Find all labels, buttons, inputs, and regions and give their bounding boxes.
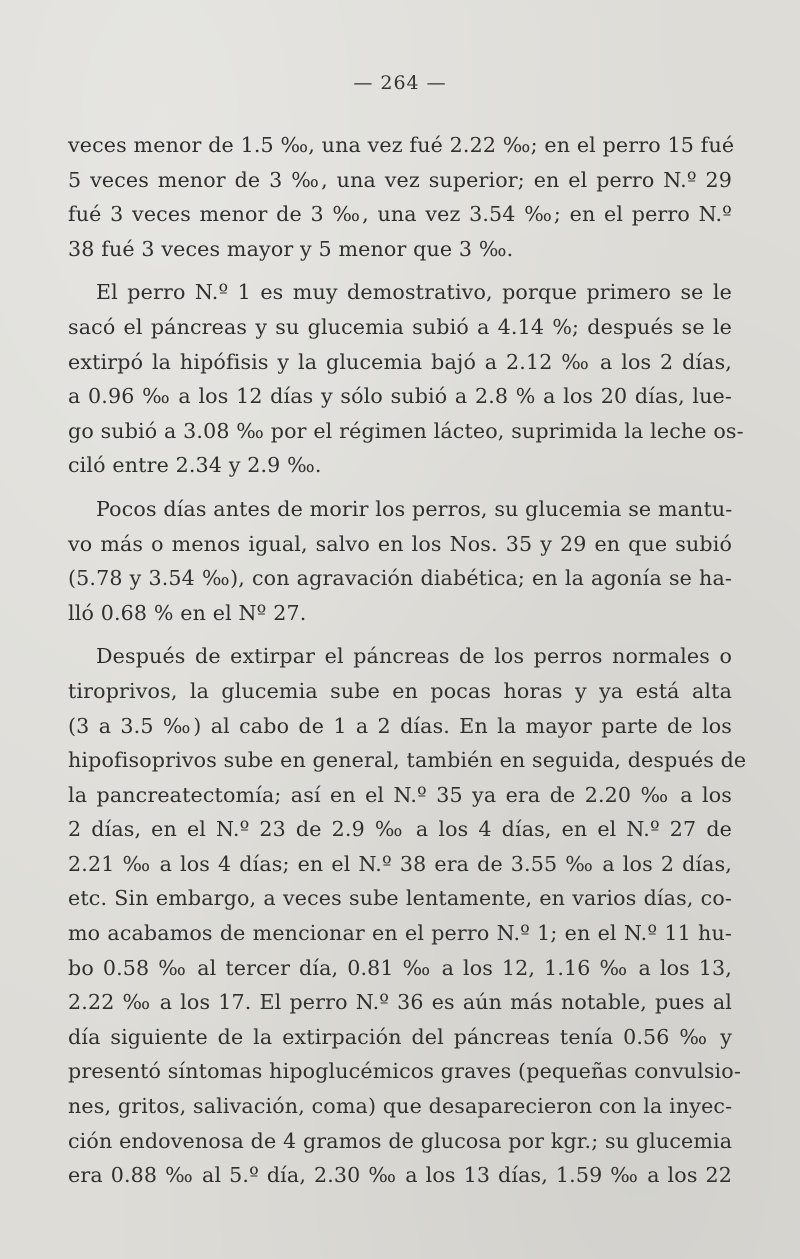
- text-line: la pancreatectomía; así en el N.º 35 ya era de 2.20 ‰ a los: [68, 782, 732, 807]
- text-line: sacó el páncreas y su glucemia subió a 4.14 %; después se le: [68, 314, 732, 339]
- text-line: veces menor de 1.5 ‰, una vez fué 2.22 ‰; en el perro 15 fué: [68, 133, 735, 157]
- text-line: bo 0.58 ‰ al tercer día, 0.81 ‰ a los 12, 1.16 ‰ a los 13,: [68, 955, 732, 980]
- text-line: extirpó la hipófisis y la glucemia bajó a 2.12 ‰ a los 2 días,: [68, 349, 732, 374]
- text-line: 2.21 ‰ a los 4 días; en el N.º 38 era de 3.55 ‰ a los 2 días,: [68, 851, 732, 876]
- text-line: (5.78 y 3.54 ‰), con agravación diabética; en la agonía se ha-: [68, 566, 732, 591]
- paragraph: [68, 128, 735, 266]
- paragraph: [68, 639, 747, 1193]
- text-line: ciló entre 2.34 y 2.9 ‰.: [68, 453, 322, 478]
- text-line: mo acabamos de mencionar en el perro N.º 1; en el N.º 11 hu-: [68, 921, 732, 946]
- text-line: 5 veces menor de 3 ‰, una vez superior; en el perro N.º 29: [68, 167, 732, 192]
- text-line: etc. Sin embargo, a veces sube lentamente, en varios días, co-: [68, 886, 732, 911]
- text-line: hipofisoprivos sube en general, también en seguida, después de: [68, 748, 747, 773]
- text-line: lló 0.68 % en el Nº 27.: [68, 600, 307, 625]
- text-line: fué 3 veces menor de 3 ‰, una vez 3.54 ‰; en el perro N.º: [68, 202, 732, 227]
- text-line: vo más o menos igual, salvo en los Nos. 35 y 29 en que subió: [68, 531, 732, 556]
- text-line: presentó síntomas hipoglucémicos graves (pequeñas convulsio-: [68, 1059, 741, 1084]
- text-line: 2 días, en el N.º 23 de 2.9 ‰ a los 4 días, en el N.º 27 de: [68, 817, 732, 842]
- text-line: era 0.88 ‰ al 5.º día, 2.30 ‰ a los 13 días, 1.59 ‰ a los 22: [68, 1163, 732, 1188]
- text-line: 38 fué 3 veces mayor y 5 menor que 3 ‰.: [68, 236, 514, 261]
- text-line: día siguiente de la extirpación del páncreas tenía 0.56 ‰ y: [68, 1024, 732, 1049]
- paragraph: [68, 275, 744, 483]
- text-line: tiroprivos, la glucemia sube en pocas horas y ya está alta: [68, 678, 732, 703]
- text-line: go subió a 3.08 ‰ por el régimen lácteo, suprimida la leche os-: [68, 418, 744, 443]
- paragraph: [68, 492, 732, 630]
- body-text: [68, 128, 747, 1193]
- text-line: a 0.96 ‰ a los 12 días y sólo subió a 2.8 % a los 20 días, lue-: [68, 384, 732, 409]
- text-line: 2.22 ‰ a los 17. El perro N.º 36 es aún más notable, pues al: [68, 990, 732, 1015]
- text-line: ción endovenosa de 4 gramos de glucosa por kgr.; su glucemia: [68, 1128, 733, 1153]
- text-line: Pocos días antes de morir los perros, su glucemia se mantu-: [96, 496, 733, 521]
- text-line: El perro N.º 1 es muy demostrativo, porque primero se le: [96, 280, 732, 305]
- text-line: (3 a 3.5 ‰) al cabo de 1 a 2 días. En la mayor parte de los: [68, 713, 732, 738]
- text-line: nes, gritos, salivación, coma) que desaparecieron con la inyec-: [68, 1094, 733, 1119]
- page-number: — 264 —: [353, 72, 447, 94]
- text-line: Después de extirpar el páncreas de los perros normales o: [96, 644, 732, 669]
